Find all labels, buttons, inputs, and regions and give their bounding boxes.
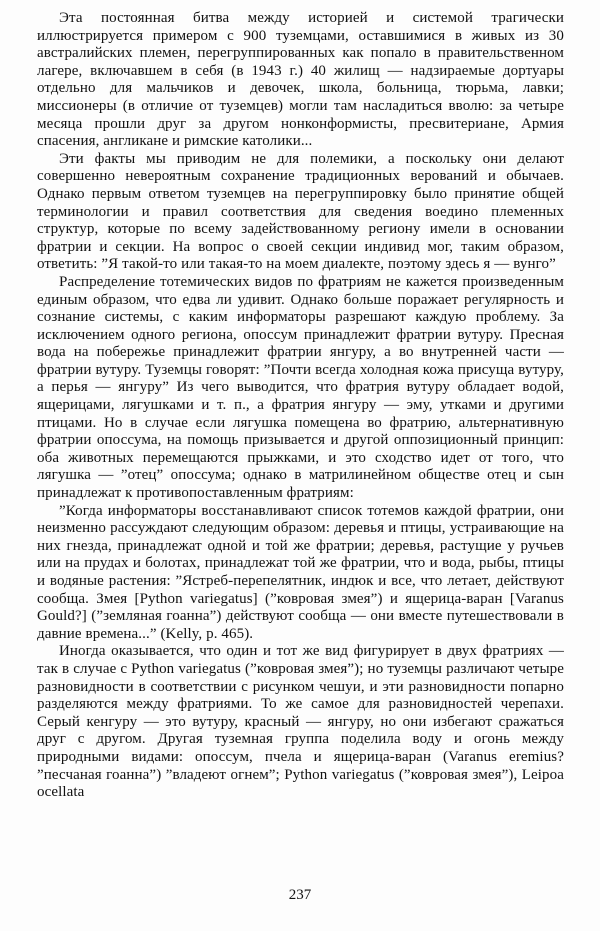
paragraph-2: Эти факты мы приводим не для полемики, а поскольку они делают совершенно невероятным сохранение традиционных верований и обычаев. Однако первым ответом туземцев на перегруппировку было принятие общей терминологии и правил соответствия для сведения воедино племенных структур, которые по всему задействованному региону имели в основании фратрии и секции. На вопрос о своей секции индивид мог, таким образом, ответить: ”Я такой-то или такая-то на моем диалекте, поэтому здесь я — вунго” [37, 150, 564, 273]
paragraph-1: Эта постоянная битва между историей и системой трагически иллюстрируется примером с 900 туземцами, оставшимися в живых из 30 австралийских племен, перегруппированных как попало в правительственном лагере, включавшем в себя (в 1943 г.) 40 жилищ — надзираемые дортуары отдельно для мальчиков и девочек, школа, больница, тюрьма, лавки; миссионеры (в отличие от туземцев) могли там насладиться вволю: за четыре месяца прошли друг за другом нонконформисты, пресвитериане, Армия спасения, англикане и римские католики... [37, 10, 564, 150]
page-number: 237 [288, 887, 312, 903]
paragraph-4-quotation: ”Когда информаторы восстанавливают список тотемов каждой фратрии, они неизменно рассуждают следующим образом: деревья и птицы, устраивающие на них гнезда, принадлежат одной и той же фратрии; деревья, растущие у ручьев или на прудах и болотах, принадлежат той же фратрии, что и вода, рыбы, птицы и водяные растения: ”Ястреб-перепелятник, индюк и все, что летает, действуют сообща. Змея [Python variegatus] (”ковровая змея”) и ящерица-варан [Varanus Gould?] (”земляная гоанна”) действуют сообща — они вместе путешествовали в давние времена...” (Kelly, p. 465). [37, 502, 564, 642]
paragraph-5: Иногда оказывается, что один и тот же вид фигурирует в двух фратриях — так в случае с Python variegatus (”ковровая змея”); но туземцы различают четыре разновидности в соответствии с рисунком чешуи, и эти разновидности попарно разделяются между фратриями. То же самое для разновидностей черепахи. Серый кенгуру — это вутуру, красный — янгуру, но они избегают сражаться друг с другом. Другая туземная группа поделила воду и огонь между природными видами: опоссум, пчела и ящерица-варан (Varanus eremius? ”песчаная гоанна”) ”владеют огнем”; Python variegatus (”ковровая змея”), Leipoa ocellata [37, 643, 564, 801]
paragraph-3: Распределение тотемических видов по фратриям не кажется произведенным единым образом, что едва ли удивит. Однако больше поражает регулярность и сознание системы, с каким информаторы разрешают каждую проблему. За исключением одного региона, опоссум принадлежит фратрии вутуру. Пресная вода на побережье принадлежит фратрии янгуру, а во внутренней части — фратрии вутуру. Туземцы говорят: ”Почти всегда холодная кожа присуща вутуру, а перья — янгуру” Из чего выводится, что фратрия вутуру обладает водой, ящерицами, лягушками и т. п., а фратрия янгуру — эму, утками и другими птицами. Но в случае если лягушка помещена во фратрию, альтернативную фратрии опоссума, на помощь призывается и другой оппозиционный принцип: оба животных перемещаются прыжками, и это сходство идет от того, что лягушка — ”отец” опоссума; однако в матрилинейном обществе отец и сын принадлежат к противопоставленным фратриям: [37, 273, 564, 502]
body-text [37, 10, 564, 802]
